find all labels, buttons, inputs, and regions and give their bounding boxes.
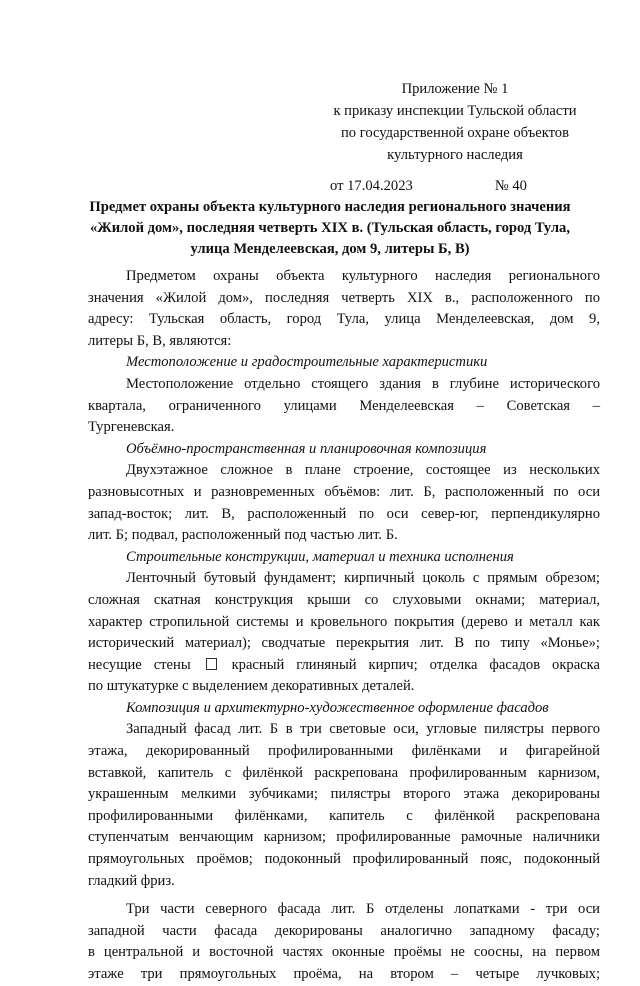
text-line: квартала, ограниченного улицами Менделеевская – Советская – xyxy=(88,397,600,414)
text-line: адресу: Тульская область, город Тула, улица Менделеевская, дом 9, xyxy=(88,311,600,328)
text-line: западной части фасада декорированы аналогично западному фасаду; xyxy=(88,922,600,939)
text-line: прямоугольных проёмов; подоконный профилированный пояс, подоконный xyxy=(88,851,600,868)
text-line: Три части северного фасада лит. Б отделены лопатками - три оси xyxy=(126,901,600,918)
text-line: ступенчатым венчающим карнизом; профилированные рамочные наличники xyxy=(88,829,600,846)
text-line: характер стропильной системы и кровельного покрытия (дерево и металл как xyxy=(88,613,600,630)
north-facade-paragraph xyxy=(88,899,600,985)
text-fragment: красный глиняный кирпич; отделка фасадов окраска xyxy=(231,656,601,673)
section-heading-construction: Строительные конструкции, материал и техника исполнения xyxy=(126,548,514,565)
text-line: вставкой, капитель с филёнкой раскрепована профилированным карнизом, xyxy=(88,764,600,781)
title-line-2: «Жилой дом», последняя четверть XIX в. (Тульская область, город Тула, xyxy=(89,220,571,236)
text-line xyxy=(88,655,600,677)
text-line: Тургеневская. xyxy=(88,419,175,436)
order-date-line xyxy=(310,175,600,197)
construction-paragraph xyxy=(88,568,600,698)
text-line: этажа, декорированный профилированными филёнками и фигарейной xyxy=(88,743,600,760)
text-line: разновысотных и разновременных объёмов: лит. Б, расположенный по оси xyxy=(88,483,600,500)
order-reference-line-2: по государственной охране объектов xyxy=(340,125,569,141)
west-facade-paragraph xyxy=(88,719,600,892)
text-line: сложная скатная конструкция крыши со слуховыми окнами; материал, xyxy=(88,591,600,608)
order-reference-line-3: культурного наследия xyxy=(387,147,523,163)
composition-paragraph xyxy=(88,460,600,546)
text-line: Ленточный бутовый фундамент; кирпичный цоколь с прямым обрезом; xyxy=(126,570,600,587)
text-line: Предметом охраны объекта культурного наследия регионального xyxy=(126,268,600,284)
text-line: украшенным мелкими зубчиками; пилястры второго этажа декорированы xyxy=(88,786,600,803)
text-line: по штукатурке с выделением декоративных деталей. xyxy=(88,678,415,695)
text-fragment: несущие стены xyxy=(88,656,191,673)
title-line-1: Предмет охраны объекта культурного наследия регионального значения xyxy=(89,199,571,215)
missing-glyph-box-icon xyxy=(206,658,217,670)
section-heading-composition: Объёмно-пространственная и планировочная композиция xyxy=(126,440,487,457)
text-line: Двухэтажное сложное в плане строение, состоящее из нескольких xyxy=(126,462,600,479)
text-line: литеры Б, В, являются: xyxy=(88,332,232,349)
title-line-3: улица Менделеевская, дом 9, литеры Б, В) xyxy=(190,241,470,257)
appendix-number: Приложение № 1 xyxy=(401,81,509,97)
location-paragraph xyxy=(88,374,600,439)
text-line: гладкий фриз. xyxy=(88,872,175,889)
text-line: исторический материал); сводчатые перекрытия лит. В по типу «Монье»; xyxy=(88,635,600,652)
order-date: от 17.04.2023 xyxy=(330,178,413,194)
document-title xyxy=(60,197,600,260)
text-line: Западный фасад лит. Б в три световые оси, угловые пилястры первого xyxy=(126,721,600,738)
appendix-header xyxy=(310,78,600,197)
section-heading-facades: Композиция и архитектурно-художественное оформление фасадов xyxy=(126,699,549,716)
text-line: в центральной и восточной частях оконные проёмы не соосны, на первом xyxy=(88,944,600,961)
text-line: значения «Жилой дом», последняя четверть XIX в., расположенного по xyxy=(88,289,600,306)
text-line: запад-восток; лит. В, расположенный по оси север-юг, перпендикулярно xyxy=(88,505,600,522)
text-line: профилированными филёнками, капитель с филёнкой раскрепована xyxy=(88,807,600,824)
order-number: № 40 xyxy=(494,178,527,194)
section-heading-location: Местоположение и градостроительные характеристики xyxy=(126,354,488,371)
intro-paragraph xyxy=(88,266,600,352)
order-reference: к приказу инспекции Тульской области xyxy=(333,103,577,119)
text-line: лит. Б; подвал, расположенный под частью лит. Б. xyxy=(88,527,398,544)
text-line: этаже три прямоугольных проёма, на втором – четыре лучковых; xyxy=(88,966,600,982)
document-body xyxy=(88,266,600,986)
text-line: Местоположение отдельно стоящего здания в глубине исторического xyxy=(126,375,600,392)
